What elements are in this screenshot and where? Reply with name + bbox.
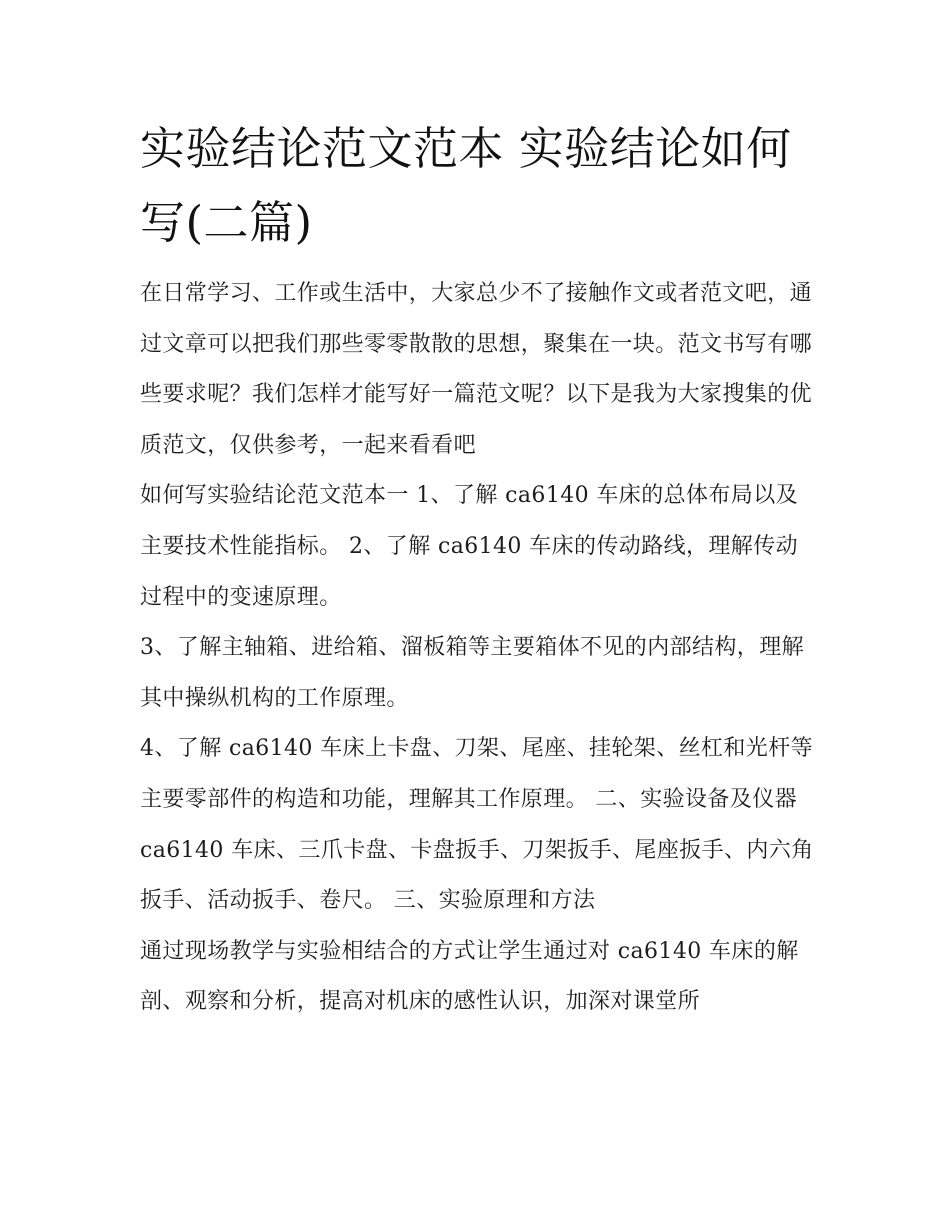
document-title: 实验结论范文范本 实验结论如何写(二篇) [140, 122, 792, 249]
paragraph-objective-1-2: 如何写实验结论范文范本一 1、了解 ca6140 车床的总体布局以及主要技术性能指标。 2、了解 ca6140 车床的传动路线，理解传动过程中的变速原理。 [140, 483, 799, 610]
paragraph-objective-4: 4、了解 ca6140 车床上卡盘、刀架、尾座、挂轮架、丝杠和光杆等主要零部件的构造和功能，理解其工作原理。 二、实验设备及仪器 [140, 736, 814, 812]
paragraph-equipment: ca6140 车床、三爪卡盘、卡盘扳手、刀架扳手、尾座扳手、内六角扳手、活动扳手、卷尺。 三、实验原理和方法 [140, 837, 814, 914]
document-content [140, 112, 816, 1028]
document-body [140, 269, 816, 1028]
paragraph-method: 通过现场教学与实验相结合的方式让学生通过对 ca6140 车床的解剖、观察和分析，提高对机床的感性认识，加深对课堂所 [140, 938, 799, 1015]
paragraph-objective-3: 3、了解主轴箱、进给箱、溜板箱等主要箱体不见的内部结构，理解其中操纵机构的工作原理。 [140, 635, 804, 711]
paragraph-intro: 在日常学习、工作或生活中，大家总少不了接触作文或者范文吧，通过文章可以把我们那些零零散散的思想，聚集在一块。范文书写有哪些要求呢？我们怎样才能写好一篇范文呢？以下是我为大家搜集的优质范文，仅供参考，一起来看看吧 [140, 281, 813, 458]
